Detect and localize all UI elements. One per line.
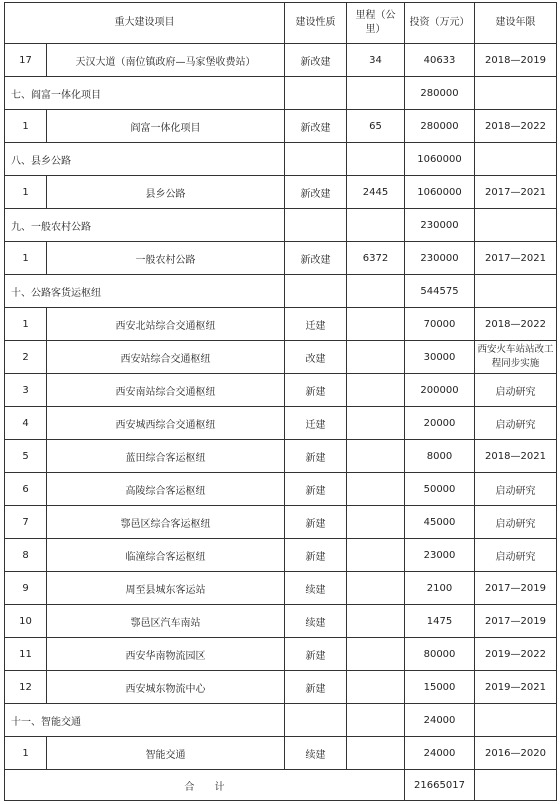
- project-name: 天汉大道（南位镇政府—马家堡收费站）: [47, 44, 285, 77]
- construction-period: [475, 77, 557, 110]
- row-index: 9: [5, 572, 47, 605]
- row-index: 3: [5, 374, 47, 407]
- construction-nature: [285, 704, 347, 737]
- table-row: [5, 440, 557, 473]
- investment: 24000: [405, 737, 475, 770]
- table-row: [5, 638, 557, 671]
- investment: 45000: [405, 506, 475, 539]
- construction-nature: 新建: [285, 638, 347, 671]
- investment: 280000: [405, 77, 475, 110]
- table-row: [5, 737, 557, 770]
- row-index: 1: [5, 110, 47, 143]
- mileage: [347, 605, 405, 638]
- construction-nature: 新改建: [285, 242, 347, 275]
- investment: 30000: [405, 341, 475, 374]
- construction-nature: 改建: [285, 341, 347, 374]
- construction-period: 2017—2021: [475, 176, 557, 209]
- row-index: 1: [5, 737, 47, 770]
- construction-period: 2017—2019: [475, 605, 557, 638]
- header-mileage: 里程（公里）: [347, 3, 405, 44]
- mileage: [347, 209, 405, 242]
- mileage: [347, 308, 405, 341]
- construction-period: 2018—2022: [475, 110, 557, 143]
- construction-period: [475, 275, 557, 308]
- project-name: 西安华南物流园区: [47, 638, 285, 671]
- table-row: [5, 605, 557, 638]
- section-row: [5, 143, 557, 176]
- table-header-row: [5, 3, 557, 44]
- mileage: [347, 737, 405, 770]
- construction-period: 2018—2022: [475, 308, 557, 341]
- construction-nature: 迁建: [285, 407, 347, 440]
- investment: 2100: [405, 572, 475, 605]
- row-index: 1: [5, 308, 47, 341]
- investment: 70000: [405, 308, 475, 341]
- mileage: 34: [347, 44, 405, 77]
- row-index: 17: [5, 44, 47, 77]
- row-index: 1: [5, 176, 47, 209]
- mileage: 6372: [347, 242, 405, 275]
- construction-period: 2017—2021: [475, 242, 557, 275]
- construction-period: 启动研究: [475, 407, 557, 440]
- section-row: [5, 77, 557, 110]
- mileage: [347, 143, 405, 176]
- mileage: [347, 440, 405, 473]
- construction-period: 启动研究: [475, 473, 557, 506]
- row-index: 5: [5, 440, 47, 473]
- investment: 280000: [405, 110, 475, 143]
- project-name: 蓝田综合客运枢纽: [47, 440, 285, 473]
- project-name: 智能交通: [47, 737, 285, 770]
- row-index: 10: [5, 605, 47, 638]
- construction-period: [475, 143, 557, 176]
- construction-period: 2018—2021: [475, 440, 557, 473]
- construction-period: [475, 209, 557, 242]
- mileage: [347, 275, 405, 308]
- investment: 23000: [405, 539, 475, 572]
- section-title: 八、县乡公路: [5, 143, 285, 176]
- table-row: [5, 110, 557, 143]
- table-row: [5, 374, 557, 407]
- construction-period: 2019—2021: [475, 671, 557, 704]
- table-row: [5, 539, 557, 572]
- construction-period: 2019—2022: [475, 638, 557, 671]
- investment: 200000: [405, 374, 475, 407]
- mileage: [347, 572, 405, 605]
- construction-nature: [285, 209, 347, 242]
- header-project: 重大建设项目: [5, 3, 285, 44]
- construction-nature: 新建: [285, 671, 347, 704]
- section-title: 七、阎富一体化项目: [5, 77, 285, 110]
- investment: 15000: [405, 671, 475, 704]
- project-name: 西安站综合交通枢纽: [47, 341, 285, 374]
- total-row: [5, 770, 557, 801]
- table-row: [5, 242, 557, 275]
- mileage: [347, 341, 405, 374]
- mileage: [347, 506, 405, 539]
- section-row: [5, 704, 557, 737]
- construction-nature: [285, 143, 347, 176]
- table-row: [5, 176, 557, 209]
- section-title: 十一、智能交通: [5, 704, 285, 737]
- construction-nature: 迁建: [285, 308, 347, 341]
- investment: 1475: [405, 605, 475, 638]
- total-period: [475, 770, 557, 801]
- construction-period: 2018—2019: [475, 44, 557, 77]
- mileage: 2445: [347, 176, 405, 209]
- header-investment: 投资（万元）: [405, 3, 475, 44]
- investment: 80000: [405, 638, 475, 671]
- project-name: 高陵综合客运枢纽: [47, 473, 285, 506]
- construction-nature: 新改建: [285, 44, 347, 77]
- table-row: [5, 473, 557, 506]
- construction-nature: 续建: [285, 605, 347, 638]
- investment: 50000: [405, 473, 475, 506]
- construction-nature: 新建: [285, 539, 347, 572]
- row-index: 7: [5, 506, 47, 539]
- mileage: [347, 473, 405, 506]
- table-row: [5, 341, 557, 374]
- project-name: 县乡公路: [47, 176, 285, 209]
- row-index: 8: [5, 539, 47, 572]
- investment: 8000: [405, 440, 475, 473]
- project-name: 西安城西综合交通枢纽: [47, 407, 285, 440]
- section-title: 十、公路客货运枢纽: [5, 275, 285, 308]
- header-period: 建设年限: [475, 3, 557, 44]
- construction-period: 启动研究: [475, 506, 557, 539]
- table-row: [5, 44, 557, 77]
- investment: 40633: [405, 44, 475, 77]
- construction-nature: 新建: [285, 473, 347, 506]
- mileage: [347, 638, 405, 671]
- project-name: 西安南站综合交通枢纽: [47, 374, 285, 407]
- table-row: [5, 407, 557, 440]
- construction-nature: [285, 77, 347, 110]
- mileage: 65: [347, 110, 405, 143]
- investment: 20000: [405, 407, 475, 440]
- table-row: [5, 506, 557, 539]
- investment: 1060000: [405, 143, 475, 176]
- row-index: 11: [5, 638, 47, 671]
- section-row: [5, 275, 557, 308]
- construction-nature: 新改建: [285, 110, 347, 143]
- investment: 230000: [405, 209, 475, 242]
- construction-nature: [285, 275, 347, 308]
- header-nature: 建设性质: [285, 3, 347, 44]
- section-row: [5, 209, 557, 242]
- project-name: 阎富一体化项目: [47, 110, 285, 143]
- construction-period: 2016—2020: [475, 737, 557, 770]
- investment: 230000: [405, 242, 475, 275]
- construction-period: 启动研究: [475, 374, 557, 407]
- project-name: 鄠邑区汽车南站: [47, 605, 285, 638]
- mileage: [347, 704, 405, 737]
- project-name: 鄠邑区综合客运枢纽: [47, 506, 285, 539]
- project-name: 一般农村公路: [47, 242, 285, 275]
- investment: 1060000: [405, 176, 475, 209]
- row-index: 12: [5, 671, 47, 704]
- construction-nature: 新建: [285, 440, 347, 473]
- mileage: [347, 407, 405, 440]
- table-row: [5, 572, 557, 605]
- section-title: 九、一般农村公路: [5, 209, 285, 242]
- row-index: 6: [5, 473, 47, 506]
- construction-nature: 新改建: [285, 176, 347, 209]
- row-index: 1: [5, 242, 47, 275]
- investment: 24000: [405, 704, 475, 737]
- table-row: [5, 671, 557, 704]
- construction-nature: 新建: [285, 374, 347, 407]
- project-name: 周至县城东客运站: [47, 572, 285, 605]
- mileage: [347, 77, 405, 110]
- construction-period: 西安火车站站改工程同步实施: [475, 341, 557, 374]
- construction-nature: 续建: [285, 737, 347, 770]
- construction-period: [475, 704, 557, 737]
- construction-nature: 续建: [285, 572, 347, 605]
- project-table: [4, 2, 557, 801]
- project-name: 西安北站综合交通枢纽: [47, 308, 285, 341]
- total-investment: 21665017: [405, 770, 475, 801]
- table-row: [5, 308, 557, 341]
- row-index: 4: [5, 407, 47, 440]
- mileage: [347, 539, 405, 572]
- project-name: 临潼综合客运枢纽: [47, 539, 285, 572]
- construction-nature: 新建: [285, 506, 347, 539]
- mileage: [347, 671, 405, 704]
- construction-period: 2017—2019: [475, 572, 557, 605]
- row-index: 2: [5, 341, 47, 374]
- construction-period: 启动研究: [475, 539, 557, 572]
- mileage: [347, 374, 405, 407]
- total-label: 合 计: [5, 770, 405, 801]
- project-name: 西安城东物流中心: [47, 671, 285, 704]
- investment: 544575: [405, 275, 475, 308]
- table-body: [5, 44, 557, 770]
